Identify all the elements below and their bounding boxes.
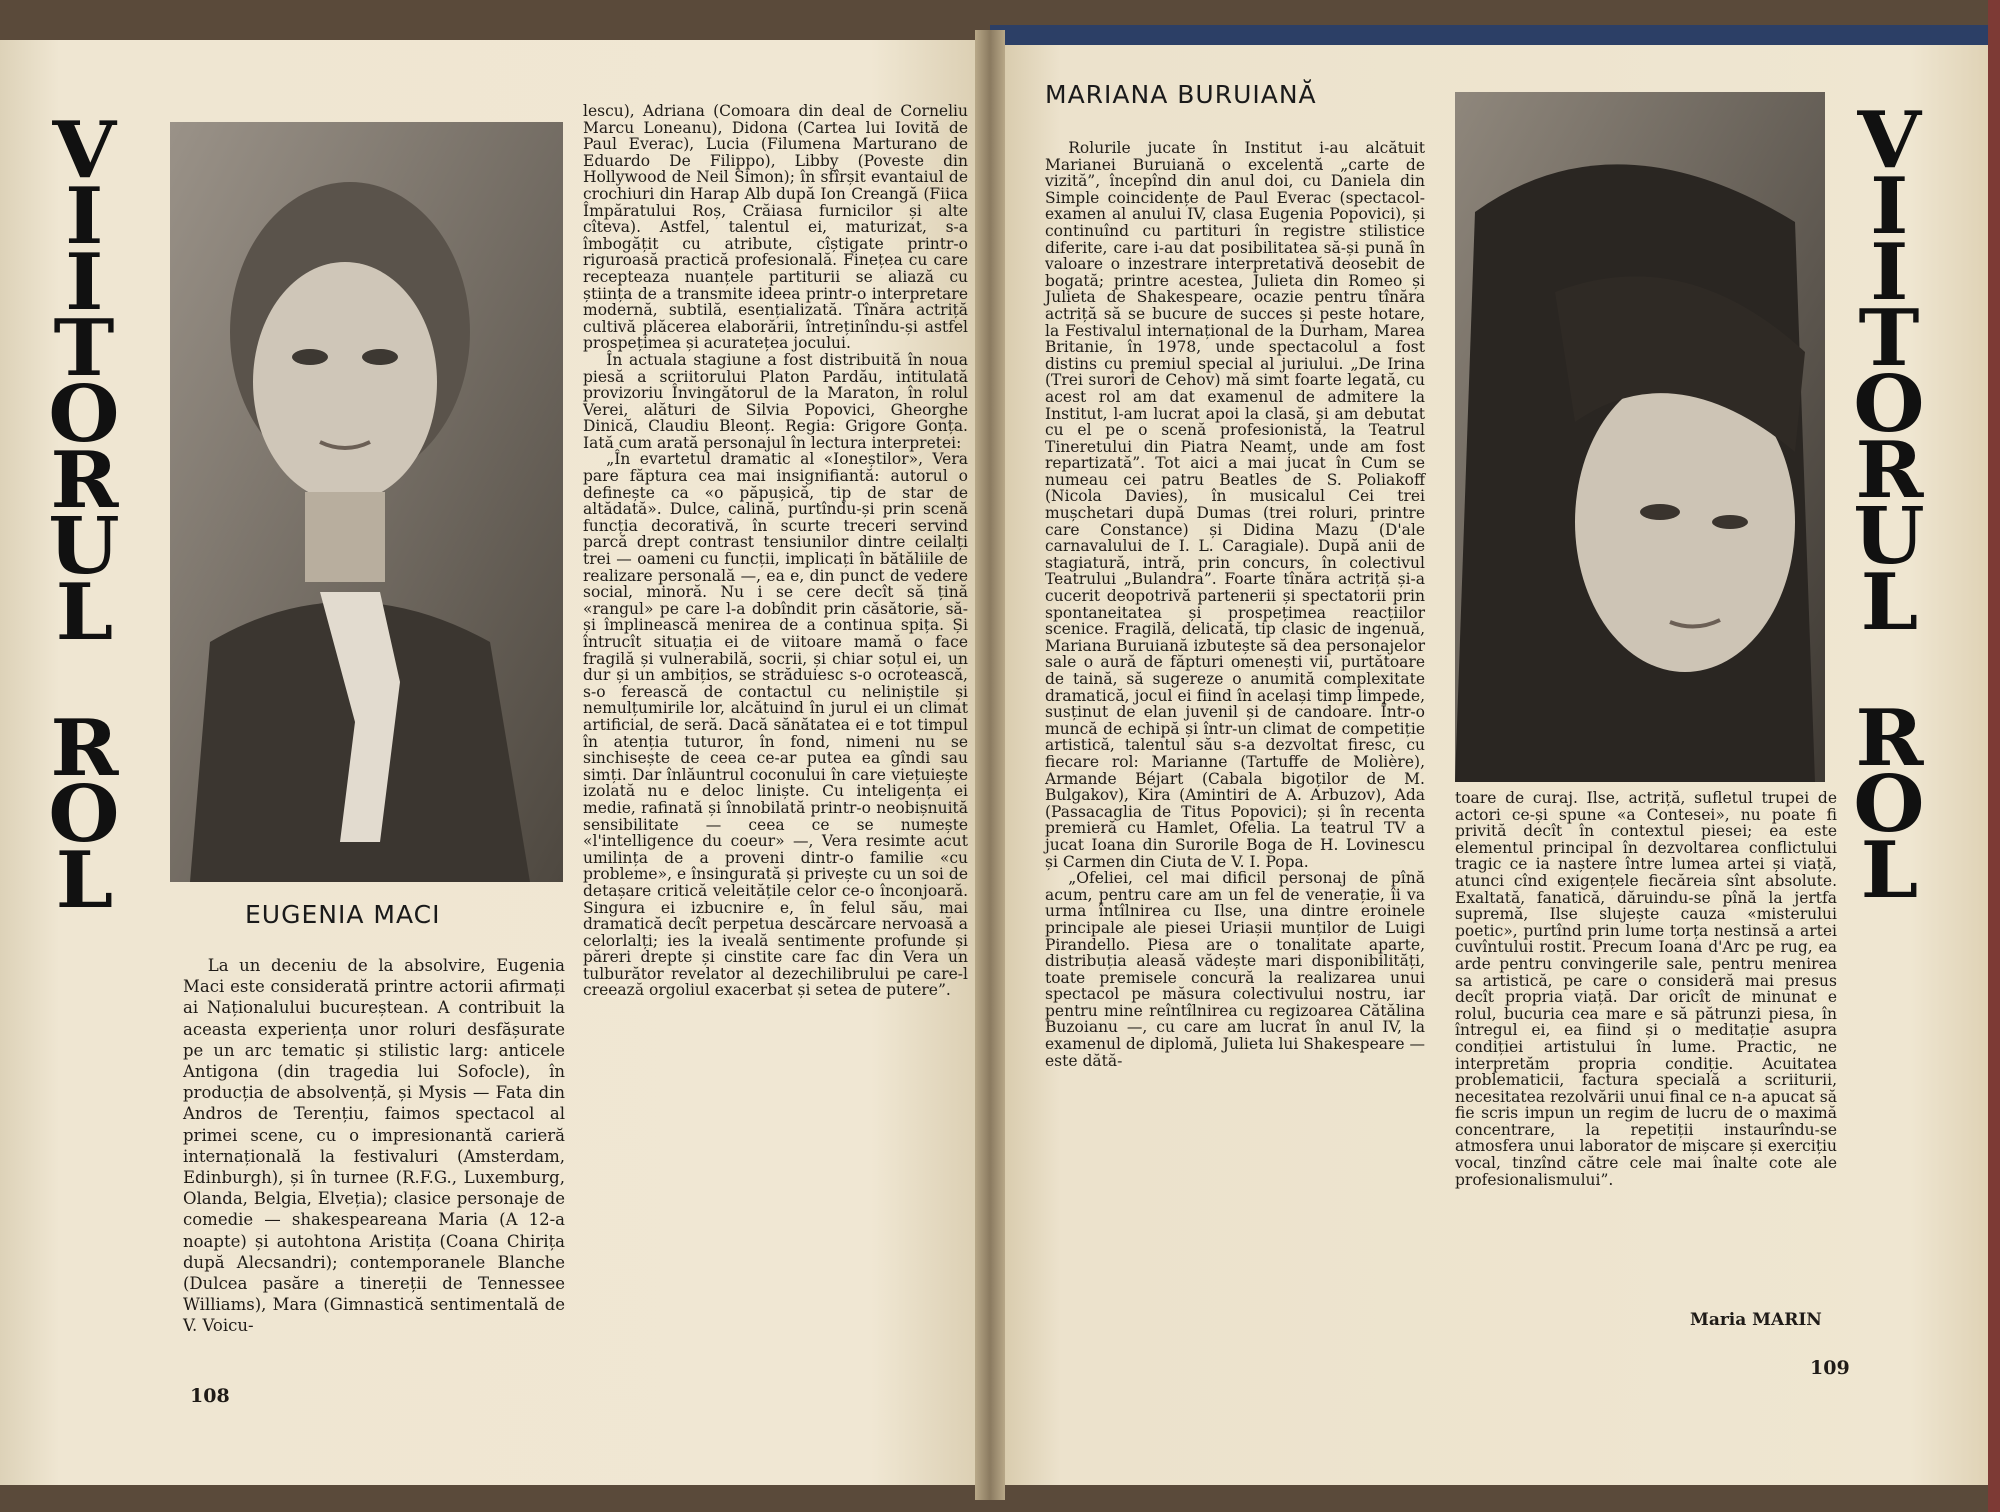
portrait-photo-mariana-buruiana [1455,92,1825,782]
right-column-2 [1455,790,1837,1188]
title-letter: L [55,567,113,658]
paragraph: lescu), Adriana (Comoara din deal de Corneliu Marcu Loneanu), Didona (Cartea lui Iovită de Paul Everac), Lucia (Filumena Marturano de Eduardo De Filippo), Libby (Poveste din Hollywood de Neil Simon); în sfîrșit evantaiul de crochiuri din Harap Alb după Ion Creangă (Fiica Împăratului Roș, Crăiasa furnicilor și alte cîteva). Astfel, talentul ei, maturizat, s-a îmbogățit cu atribute, cîștigate printr-o riguroasă practică profesională. Finețea cu care recepteaza nuanțele partiturii se aliază cu știința de a transmite ideea printr-o interpretare modernă, subtilă, esențializată. Tînăra actriță cultivă plăcerea elaborării, întreținîndu-și astfel prospețimea și acuratețea jocului. [583,102,968,353]
paragraph: „În evartetul dramatic al «Ioneștilor», Vera pare făptura cea mai insignifiantă: autorul o definește ca «o păpușică, tip de star de altădată». Dulce, calină, purtîndu-și prin scenă funcția decorativă, în scurte treceri servind parcă drept contrast tensiunilor dintre ceilalți trei — oameni cu funcții, implicați în bătăliile de realizare personală —, ea e, din punct de vedere social, minoră. Nu i se cere decît să țină «rangul» pe care l-a dobîndit prin căsătorie, să-și împlinească menirea de a continua spița. Și întrucît situația ei de viitoare mamă o face fragilă și vulnerabilă, socrii, și chiar soțul ei, un dur și un ambițios, se străduiesc s-o ocrotească, s-o ferească de contactul cu neliniștile și nemulțumirile lor, alcătuind în jurul ei un climat artificial, de seră. Dacă sănătatea ei e tot timpul în atenția tuturor, în fond, nimeni nu se sinchisește de ceea ce-ar putea ea gîndi sau simți. Dar înlăuntrul coconului în care viețuiește izolată nu e deloc liniște. Cu inteligența ei medie, rafinată și înnobilată printr-o neobișnuită sensibilitate — ceea ce se numește «l'intelligence du coeur» —, Vera resimte acut umilința de a proveni dintr-o familie «cu probleme», e însingurată și privește cu un soi de detașare critică veleitățile celor ce-o înconjoară. Singura ei izbucnire e, în felul său, mai dramatică decît perpetua descărcare nervoasă a celorlalți; ies la iveală sentimente profunde și păreri drepte și cinstite care fac din Vera un tulburător revelator al dezechilibrului pe care-l creează orgoliul exacerbat și setea de putere”. [583,450,968,1000]
title-letter: O [48,769,120,860]
left-vertical-title [48,105,120,926]
book-spine [975,30,1005,1500]
portrait-photo-eugenia-maci [170,122,563,882]
title-letter: R [1854,693,1924,784]
title-letter: I [1869,161,1909,252]
title-letter: R [49,703,119,794]
title-word [48,703,120,926]
title-word [48,105,120,658]
title-letter: U [48,501,120,592]
title-letter: I [1869,227,1909,318]
page-number-right: 109 [1810,1357,1850,1379]
title-letter: L [1860,557,1918,648]
paragraph: În actuala stagiune a fost distribuită în noua piesă a scriitorului Platon Pardău, intitulată provizoriu Învingătorul de la Maraton, în rolul Verei, alături de Silvia Popovici, Gheorghe Dinică, Claudiu Bleonț. Regia: Grigore Gonța. Iată cum arată personajul în lectura interpretei: [583,350,968,452]
title-letter: V [1857,95,1921,186]
title-letter: O [48,369,120,460]
book-binding [990,25,2000,45]
actor-name-eugenia-maci: EUGENIA MACI [245,900,441,929]
paragraph: „Ofeliei, cel mai dificil personaj de pînă acum, pentru care am un fel de venerație, îi va urma întîlnirea cu Ilse, una dintre eroinele principale ale piesei Uriașii munților de Luigi Pirandello. Piesa are o tonalitate aparte, distribuția aleasă vădește mari disponibilități, toate premisele concură la realizarea unui spectacol pe măsura colectivului nostru, iar pentru mine reîntîlnirea cu regizoarea Cătălina Buzoianu —, cu care am lucrat în anul IV, la examenul de diplomă, Julieta lui Shakespeare — este dătă- [1045,869,1425,1070]
title-letter: R [49,435,119,526]
page-number-left: 108 [190,1385,230,1407]
title-letter: I [64,237,104,328]
title-letter: L [55,835,113,926]
paragraph: La un deceniu de la absolvire, Eugenia Maci este considerată printre actorii afirmați ai Naționalului bucureștean. A contribuit la aceasta experiența unor roluri desfășurate pe un arc tematic și stilistic larg: anticele Antigona (din tragedia lui Sofocle), în producția de absolvență, și Mysis — Fata din Andros de Terențiu, faimos spectacol al primei scene, cu o impresionantă carieră internațională la festivaluri (Amsterdam, Edinburgh), și în turnee (R.F.G., Luxemburg, Olanda, Belgia, Elveția); clasice personaje de comedie — shakespeareana Maria (A 12-a noapte) și autohtona Aristița (Coana Chirița după Alecsandri); contemporanele Blanche (Dulcea pasăre a tinereții de Tennessee Williams), Mara (Gimnastică sentimentală de V. Voicu- [183,956,565,1336]
title-letter: R [1854,425,1924,516]
paragraph: toare de curaj. Ilse, actriță, sufletul trupei de actori ce-și spune «a Contesei», nu poate fi privită decît în contextul piesei; ea este elementul principal în dezvoltarea conflictului tragic ce ia naștere între lumea artei și viață, atunci cînd exigențele fiecăreia sînt absolute. Exaltată, fanatică, dăruindu-se pînă la jertfa supremă, Ilse slujește cauza «misterului poetic», purtînd prin lume torța nestinsă a artei cuvîntului rostit. Precum Ioana d'Arc pe rug, ea arde pentru convingerile sale, pentru menirea sa artistică, pe care o consideră mai presus decît propria viață. Dar oricît de minunat e rolul, bucuria cea mare e să pătrunzi piesa, în întregul ei, ea fiind și o meditație asupra condiției artistului în lume. Practic, ne interpretăm propria condiție. Acuitatea problematicii, factura specială a scriiturii, necesitatea rezolvării unui final ce n-a apucat să fie scris impun un regim de lucru de o maximă concentrare, la repetiții instaurîndu-se atmosfera unui laborator de mișcare și exercițiu vocal, tinzînd către cele mai înalte cote ale profesionalismului”. [1455,789,1837,1189]
title-letter: V [52,105,116,196]
title-letter: I [64,171,104,262]
actor-name-mariana-buruiana: MARIANA BURUIANĂ [1045,80,1317,109]
title-letter: L [1860,825,1918,916]
right-column-1 [1045,140,1425,1069]
left-column-2 [583,103,968,999]
title-letter: T [1858,293,1920,384]
title-letter: O [1853,759,1925,850]
title-letter: O [1853,359,1925,450]
title-letter: U [1853,491,1925,582]
book-edge [1988,0,2000,1512]
title-word [1853,693,1925,916]
article-author: Maria MARIN [1690,1310,1822,1330]
title-letter: T [53,303,115,394]
right-vertical-title [1853,95,1925,916]
paragraph: Rolurile jucate în Institut i-au alcătuit Marianei Buruiană o excelentă „carte de vizită”, începînd din anul doi, cu Daniela din Simple coincidențe de Paul Everac (spectacol-examen al anului IV, clasa Eugenia Popovici), și continuînd cu partituri în registre stilistice diferite, care i-au dat posibilitatea să-și pună în valoare o inzestrare interpretativă deosebit de bogată; printre acestea, Julieta din Romeo și Julieta de Shakespeare, ocazie pentru tînăra actriță să se bucure de succes și peste hotare, la Festivalul internațional de la Durham, Marea Britanie, în 1978, unde spectacolul a fost distins cu premiul special al juriului. „De Irina (Trei surori de Cehov) mă simt foarte legată, cu acest rol am dat examenul de admitere la Institut, l-am lucrat apoi la clasă, și am debutat cu el pe o scenă profesionistă, la Teatrul Tineretului din Piatra Neamț, unde am fost repartizată”. Tot aici a mai jucat în Cum se numeau cei patru Beatles de S. Poliakoff (Nicola Davies), în musicalul Cei trei mușchetari după Dumas (trei roluri, printre care Constance) și Didina Mazu (D'ale carnavalului de I. L. Caragiale). După anii de stagiatură, intră, prin concurs, în colectivul Teatrului „Bulandra”. Foarte tînăra actriță și-a cucerit deopotrivă partenerii și spectatorii prin spontaneitatea și prospețimea reacțiilor scenice. Fragilă, delicată, tip clasic de ingenuă, Mariana Buruiană izbutește să dea personajelor sale o aură de făpturi omenești vii, purtătoare de taină, să sugereze o anumită complexitate dramatică, jocul ei fiind în același timp limpede, susținut de elan juvenil și de candoare. Într-o muncă de echipă și într-un climat de competiție artistică, talentul său s-a dezvoltat firesc, cu fiecare rol: Marianne (Tartuffe de Molière), Armande Béjart (Cabala bigoților de M. Bulgakov), Kira (Amintiri de A. Arbuzov), Ada (Passacaglia de Titus Popovici); și în recenta premieră cu Hamlet, Ofelia. La teatrul TV a jucat Ioana din Surorile Boga de H. Lovinescu și Carmen din Ciuta de V. I. Popa. [1045,139,1425,871]
left-intro-text [183,955,565,1337]
title-word [1853,95,1925,648]
